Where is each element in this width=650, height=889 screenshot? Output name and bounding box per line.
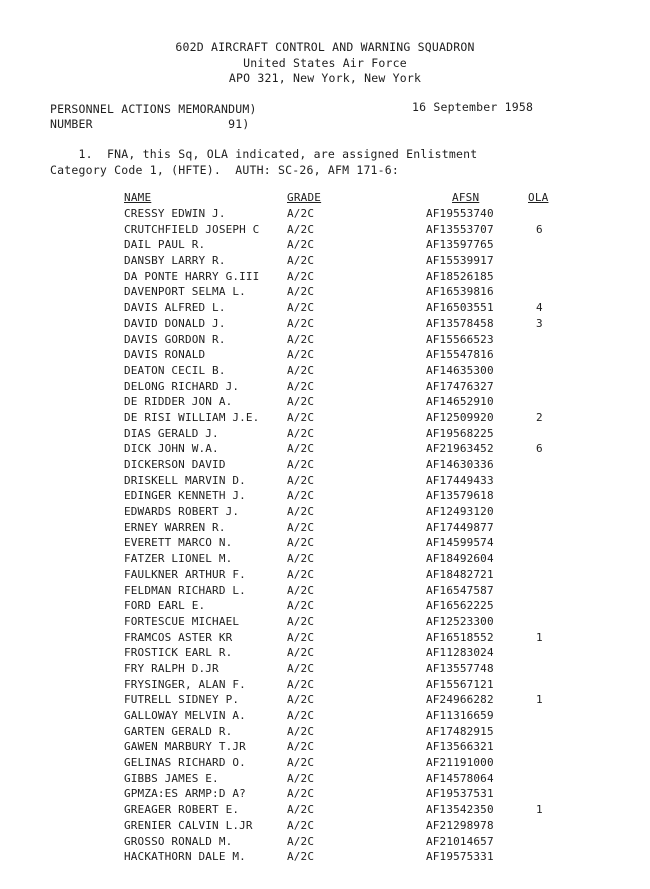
table-row: [0, 473, 650, 489]
row-name: FATZER LIONEL M.: [124, 552, 233, 566]
unit-name: 602D AIRCRAFT CONTROL AND WARNING SQUADRON: [175, 40, 475, 54]
row-grade: A/2C: [287, 567, 315, 581]
row-afsn: AF15539917: [426, 254, 494, 268]
row-afsn: AF21298978: [426, 818, 494, 832]
row-ola: 1: [536, 693, 543, 707]
row-afsn: AF16503551: [426, 301, 494, 315]
table-row: [0, 284, 650, 300]
row-name: DE RISI WILLIAM J.E.: [124, 410, 260, 424]
paragraph-line-2: Category Code 1, (HFTE). AUTH: SC-26, AFM 171-6:: [50, 163, 400, 177]
row-name: DAVENPORT SELMA L.: [124, 285, 246, 299]
table-row: [0, 426, 650, 442]
table-row: [0, 441, 650, 457]
row-grade: A/2C: [287, 316, 315, 330]
row-grade: A/2C: [287, 709, 315, 722]
table-row: [0, 630, 650, 646]
row-name: EVERETT MARCO N.: [124, 536, 233, 550]
table-row: [0, 488, 650, 504]
row-grade: A/2C: [287, 410, 315, 424]
row-afsn: AF12509920: [426, 410, 494, 424]
memo-date: 16 September 1958: [412, 100, 534, 114]
column-header-afsn: AFSN: [452, 191, 480, 204]
row-name: GROSSO RONALD M.: [124, 834, 233, 848]
row-grade: A/2C: [287, 426, 315, 440]
column-header-grade: GRADE: [287, 191, 322, 204]
table-row: [0, 771, 650, 787]
row-afsn: AF14599574: [426, 536, 494, 550]
column-header-name: NAME: [124, 191, 152, 204]
row-afsn: AF13578458: [426, 316, 494, 330]
row-ola: 6: [536, 222, 543, 236]
row-name: GARTEN GERALD R.: [124, 724, 233, 738]
row-grade: A/2C: [287, 207, 315, 220]
row-name: GELINAS RICHARD O.: [124, 756, 246, 770]
row-name: DAVIS RONALD: [124, 348, 206, 362]
row-name: FRY RALPH D.JR: [124, 661, 219, 675]
row-grade: A/2C: [287, 363, 315, 377]
address: APO 321, New York, New York: [228, 71, 422, 85]
row-grade: A/2C: [287, 693, 315, 707]
table-row: [0, 661, 650, 677]
row-grade: A/2C: [287, 536, 315, 550]
table-row: [0, 253, 650, 269]
table-row: [0, 567, 650, 583]
row-afsn: AF16539816: [426, 285, 494, 299]
table-row: [0, 237, 650, 253]
table-row: [0, 818, 650, 834]
row-afsn: AF17449433: [426, 473, 494, 487]
table-row: [0, 394, 650, 410]
row-grade: A/2C: [287, 269, 315, 283]
table-row: [0, 802, 650, 818]
row-afsn: AF13566321: [426, 740, 494, 754]
row-afsn: AF14578064: [426, 771, 494, 785]
table-row: [0, 739, 650, 755]
row-grade: A/2C: [287, 834, 315, 848]
row-name: DA PONTE HARRY G.III: [124, 269, 260, 283]
row-afsn: AF12523300: [426, 614, 494, 628]
row-ola: 1: [536, 803, 543, 817]
row-grade: A/2C: [287, 646, 315, 660]
row-afsn: AF21014657: [426, 834, 494, 848]
table-row: [0, 708, 650, 724]
row-afsn: AF24966282: [426, 693, 494, 707]
row-name: FRAMCOS ASTER KR: [124, 630, 233, 644]
row-name: DEATON CECIL B.: [124, 363, 226, 377]
table-row: [0, 457, 650, 473]
row-grade: A/2C: [287, 222, 315, 236]
row-afsn: AF13597765: [426, 238, 494, 252]
row-name: FELDMAN RICHARD L.: [124, 583, 246, 597]
row-afsn: AF15547816: [426, 348, 494, 362]
row-name: EDWARDS ROBERT J.: [124, 505, 240, 519]
row-afsn: AF13542350: [426, 803, 494, 817]
row-name: GIBBS JAMES E.: [124, 771, 219, 785]
row-afsn: AF13553707: [426, 222, 494, 236]
row-grade: A/2C: [287, 552, 315, 566]
row-grade: A/2C: [287, 395, 315, 409]
row-grade: A/2C: [287, 473, 315, 487]
table-row: [0, 520, 650, 536]
row-afsn: AF11283024: [426, 646, 494, 660]
row-grade: A/2C: [287, 724, 315, 738]
row-ola: 6: [536, 442, 543, 456]
table-row: [0, 755, 650, 771]
row-afsn: AF17482915: [426, 724, 494, 738]
row-grade: A/2C: [287, 677, 315, 691]
row-name: CRESSY EDWIN J.: [124, 207, 226, 220]
table-row: [0, 724, 650, 740]
table-row: [0, 363, 650, 379]
memo-number: NUMBER 91): [50, 117, 250, 131]
row-afsn: AF15567121: [426, 677, 494, 691]
row-grade: A/2C: [287, 740, 315, 754]
row-afsn: AF19568225: [426, 426, 494, 440]
row-afsn: AF19553740: [426, 207, 494, 220]
row-afsn: AF11316659: [426, 709, 494, 722]
row-grade: A/2C: [287, 505, 315, 519]
row-grade: A/2C: [287, 583, 315, 597]
row-grade: A/2C: [287, 348, 315, 362]
row-name: DAIL PAUL R.: [124, 238, 206, 252]
row-name: DRISKELL MARVIN D.: [124, 473, 246, 487]
row-afsn: AF16562225: [426, 599, 494, 613]
row-grade: A/2C: [287, 850, 315, 864]
table-row: [0, 614, 650, 630]
service-name: United States Air Force: [243, 56, 407, 70]
row-afsn: AF18482721: [426, 567, 494, 581]
row-name: CRUTCHFIELD JOSEPH C: [124, 222, 260, 236]
row-afsn: AF12493120: [426, 505, 494, 519]
row-afsn: AF19575331: [426, 850, 494, 864]
row-ola: 3: [536, 316, 543, 330]
personnel-list: [0, 206, 650, 865]
row-grade: A/2C: [287, 301, 315, 315]
memo-title: PERSONNEL ACTIONS MEMORANDUM): [50, 102, 257, 116]
row-grade: A/2C: [287, 803, 315, 817]
table-row: [0, 206, 650, 222]
row-name: DICKERSON DAVID: [124, 458, 226, 471]
row-grade: A/2C: [287, 458, 315, 471]
row-grade: A/2C: [287, 771, 315, 785]
row-name: GALLOWAY MELVIN A.: [124, 709, 246, 722]
row-name: FROSTICK EARL R.: [124, 646, 233, 660]
table-row: [0, 222, 650, 238]
paragraph-line-1: 1. FNA, this Sq, OLA indicated, are assigned Enlistment: [50, 147, 478, 161]
row-name: GAWEN MARBURY T.JR: [124, 740, 246, 754]
row-name: FORD EARL E.: [124, 599, 206, 613]
row-name: FAULKNER ARTHUR F.: [124, 567, 246, 581]
row-name: ERNEY WARREN R.: [124, 520, 226, 534]
row-grade: A/2C: [287, 661, 315, 675]
table-row: [0, 551, 650, 567]
row-grade: A/2C: [287, 599, 315, 613]
row-grade: A/2C: [287, 756, 315, 770]
row-name: FORTESCUE MICHAEL: [124, 614, 240, 628]
table-row: [0, 410, 650, 426]
row-afsn: AF17476327: [426, 379, 494, 393]
row-afsn: AF15566523: [426, 332, 494, 346]
table-row: [0, 849, 650, 865]
row-ola: 1: [536, 630, 543, 644]
row-grade: A/2C: [287, 285, 315, 299]
row-afsn: AF16547587: [426, 583, 494, 597]
row-ola: 2: [536, 410, 543, 424]
row-grade: A/2C: [287, 442, 315, 456]
row-afsn: AF21191000: [426, 756, 494, 770]
table-row: [0, 347, 650, 363]
row-name: DAVID DONALD J.: [124, 316, 226, 330]
row-name: GRENIER CALVIN L.JR: [124, 818, 253, 832]
row-name: FUTRELL SIDNEY P.: [124, 693, 240, 707]
table-row: [0, 535, 650, 551]
row-afsn: AF16518552: [426, 630, 494, 644]
table-row: [0, 786, 650, 802]
row-grade: A/2C: [287, 614, 315, 628]
row-afsn: AF18492604: [426, 552, 494, 566]
table-row: [0, 504, 650, 520]
row-grade: A/2C: [287, 254, 315, 268]
table-row: [0, 583, 650, 599]
table-row: [0, 677, 650, 693]
row-name: DELONG RICHARD J.: [124, 379, 240, 393]
row-grade: A/2C: [287, 489, 315, 503]
table-row: [0, 379, 650, 395]
row-afsn: AF14635300: [426, 363, 494, 377]
table-row: [0, 692, 650, 708]
row-ola: 4: [536, 301, 543, 315]
row-grade: A/2C: [287, 818, 315, 832]
table-row: [0, 269, 650, 285]
row-name: HACKATHORN DALE M.: [124, 850, 246, 864]
row-afsn: AF18526185: [426, 269, 494, 283]
row-name: DE RIDDER JON A.: [124, 395, 233, 409]
row-name: DAVIS ALFRED L.: [124, 301, 226, 315]
table-row: [0, 598, 650, 614]
row-afsn: AF17449877: [426, 520, 494, 534]
row-name: DICK JOHN W.A.: [124, 442, 219, 456]
row-name: DANSBY LARRY R.: [124, 254, 226, 268]
row-name: DAVIS GORDON R.: [124, 332, 226, 346]
row-grade: A/2C: [287, 332, 315, 346]
row-name: FRYSINGER, ALAN F.: [124, 677, 246, 691]
row-afsn: AF13557748: [426, 661, 494, 675]
row-afsn: AF19537531: [426, 787, 494, 801]
table-row: [0, 300, 650, 316]
row-name: EDINGER KENNETH J.: [124, 489, 246, 503]
row-name: GPMZA:ES ARMP:D A?: [124, 787, 246, 801]
row-afsn: AF14630336: [426, 458, 494, 471]
row-grade: A/2C: [287, 630, 315, 644]
row-grade: A/2C: [287, 520, 315, 534]
row-afsn: AF14652910: [426, 395, 494, 409]
row-name: GREAGER ROBERT E.: [124, 803, 240, 817]
table-row: [0, 834, 650, 850]
table-row: [0, 316, 650, 332]
row-afsn: AF21963452: [426, 442, 494, 456]
row-grade: A/2C: [287, 787, 315, 801]
row-afsn: AF13579618: [426, 489, 494, 503]
row-name: DIAS GERALD J.: [124, 426, 219, 440]
row-grade: A/2C: [287, 238, 315, 252]
table-row: [0, 645, 650, 661]
column-header-ola: OLA: [528, 191, 549, 204]
table-row: [0, 332, 650, 348]
row-grade: A/2C: [287, 379, 315, 393]
